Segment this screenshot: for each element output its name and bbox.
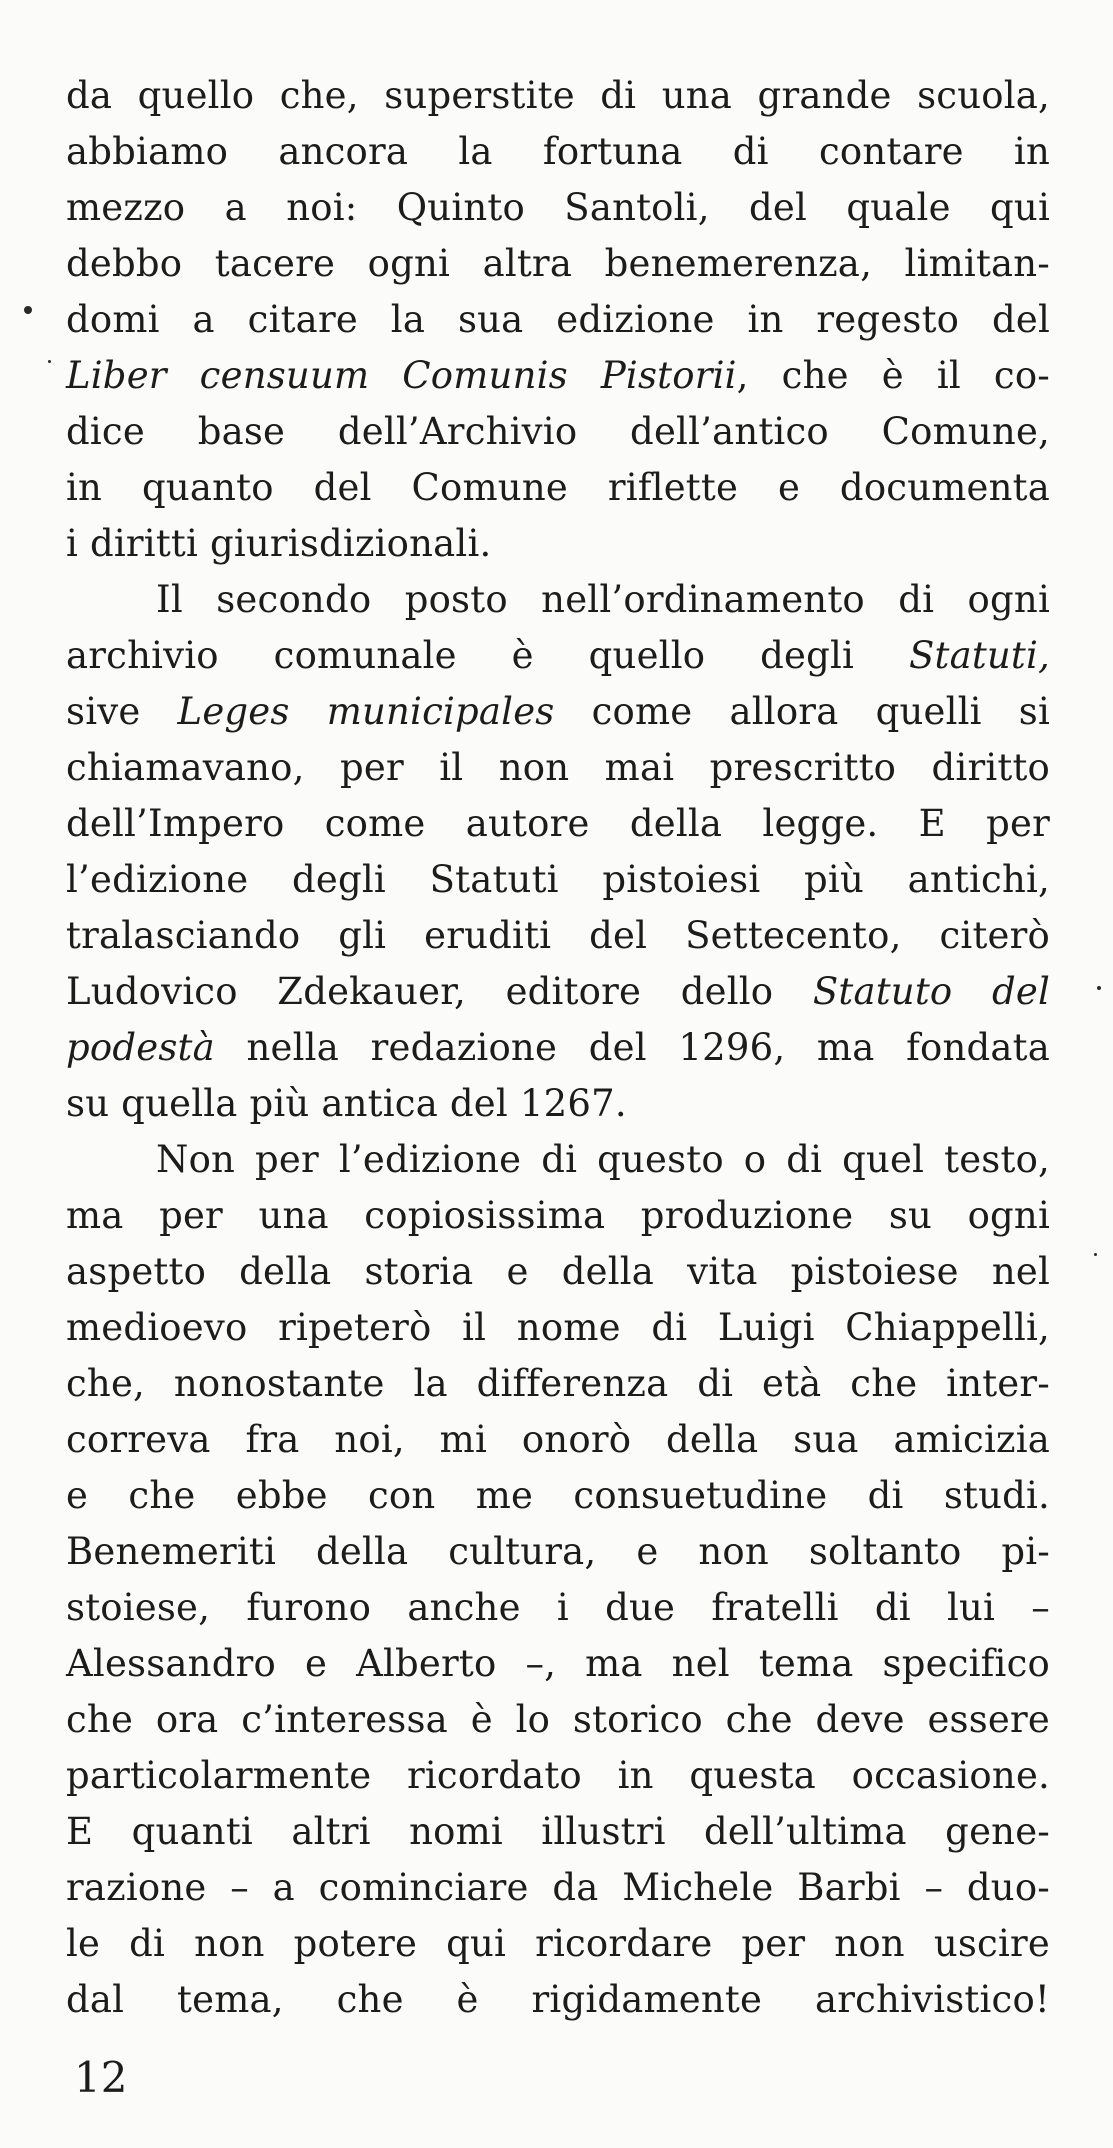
scan-speck [1097,986,1101,990]
text-segment: che, nonostante la differenza di età che inter- [66,1362,1050,1405]
text-line [66,1748,1050,1804]
text-segment: chiamavano, per il non mai prescritto diritto [66,746,1050,789]
text-line [66,1636,1050,1692]
text-segment: da quello che, superstite di una grande scuola, [66,74,1050,117]
text-segment: le di non potere qui ricordare per non uscire [66,1922,1050,1965]
text-segment: dell’Impero come autore della legge. E per [66,802,1050,845]
text-segment: correva fra noi, mi onorò della sua amicizia [66,1418,1050,1461]
text-line [66,1076,1050,1132]
text-line [66,964,1050,1020]
text-segment: Non per l’edizione di questo o di quel testo, [156,1138,1050,1181]
text-line [66,1804,1050,1860]
text-line [66,292,1050,348]
text-line [66,460,1050,516]
text-segment: sive [66,690,178,733]
text-line [66,796,1050,852]
text-line [66,348,1050,404]
italic-title: Liber censuum Comunis Pistorii [66,354,737,397]
text-line [66,1524,1050,1580]
text-segment: , che è il co- [736,354,1050,397]
text-line [66,236,1050,292]
text-segment: i diritti giurisdizionali. [66,522,492,565]
text-line [66,516,1050,572]
text-segment: aspetto della storia e della vita pistoiese nel [66,1250,1050,1293]
text-segment: ma per una copiosissima produzione su ogni [66,1194,1050,1237]
text-segment: Il secondo posto nell’ordinamento di ogni [156,578,1050,621]
text-segment: abbiamo ancora la fortuna di contare in [66,130,1050,173]
italic-title: Statuti, [908,634,1050,677]
text-segment: stoiese, furono anche i due fratelli di lui – [66,1586,1050,1629]
text-line [66,404,1050,460]
body-text [66,68,1050,2028]
text-segment: Ludovico Zdekauer, editore dello [66,970,813,1013]
text-line [66,1692,1050,1748]
italic-title: podestà [66,1026,215,1069]
text-segment: E quanti altri nomi illustri dell’ultima gene- [66,1810,1050,1853]
text-line [66,1300,1050,1356]
text-segment: domi a citare la sua edizione in regesto del [66,298,1050,341]
text-line [66,908,1050,964]
text-line [66,1916,1050,1972]
text-segment: in quanto del Comune riflette e documenta [66,466,1050,509]
text-line [66,1244,1050,1300]
text-segment: debbo tacere ogni altra benemerenza, limitan- [66,242,1050,285]
text-line [66,1972,1050,2028]
text-segment: su quella più antica del 1267. [66,1082,627,1125]
scan-speck [48,360,51,363]
text-segment: Benemeriti della cultura, e non soltanto pi- [66,1530,1050,1573]
text-segment: medioevo ripeterò il nome di Luigi Chiappelli, [66,1306,1050,1349]
text-line [66,852,1050,908]
text-line [66,1580,1050,1636]
text-line [66,1412,1050,1468]
text-segment: razione – a cominciare da Michele Barbi – duo- [66,1866,1050,1909]
text-segment: l’edizione degli Statuti pistoiesi più antichi, [66,858,1050,901]
text-line [66,68,1050,124]
text-segment: e che ebbe con me consuetudine di studi. [66,1474,1050,1517]
text-segment: dal tema, che è rigidamente archivistico! [66,1978,1050,2021]
text-line [66,180,1050,236]
text-line [66,1468,1050,1524]
scan-speck [1094,1253,1097,1256]
text-line [66,1132,1050,1188]
scan-speck [24,306,32,314]
text-line [66,684,1050,740]
italic-title: Leges municipales [177,690,555,733]
text-line [66,740,1050,796]
text-segment: dice base dell’Archivio dell’antico Comune, [66,410,1050,453]
text-segment: particolarmente ricordato in questa occasione. [66,1754,1050,1797]
text-line [66,124,1050,180]
text-segment: come allora quelli si [554,690,1051,733]
text-segment: che ora c’interessa è lo storico che deve essere [66,1698,1050,1741]
text-segment: archivio comunale è quello degli [66,634,909,677]
text-segment: Alessandro e Alberto –, ma nel tema specifico [66,1642,1050,1685]
text-line [66,572,1050,628]
text-segment: nella redazione del 1296, ma fondata [214,1026,1050,1069]
italic-title: Statuto del [812,970,1050,1013]
text-segment: tralasciando gli eruditi del Settecento, citerò [66,914,1050,957]
text-segment: mezzo a noi: Quinto Santoli, del quale qui [66,186,1050,229]
text-line [66,1860,1050,1916]
text-line [66,1020,1050,1076]
text-line [66,628,1050,684]
text-line [66,1188,1050,1244]
text-line [66,1356,1050,1412]
page-number: 12 [74,2053,128,2102]
